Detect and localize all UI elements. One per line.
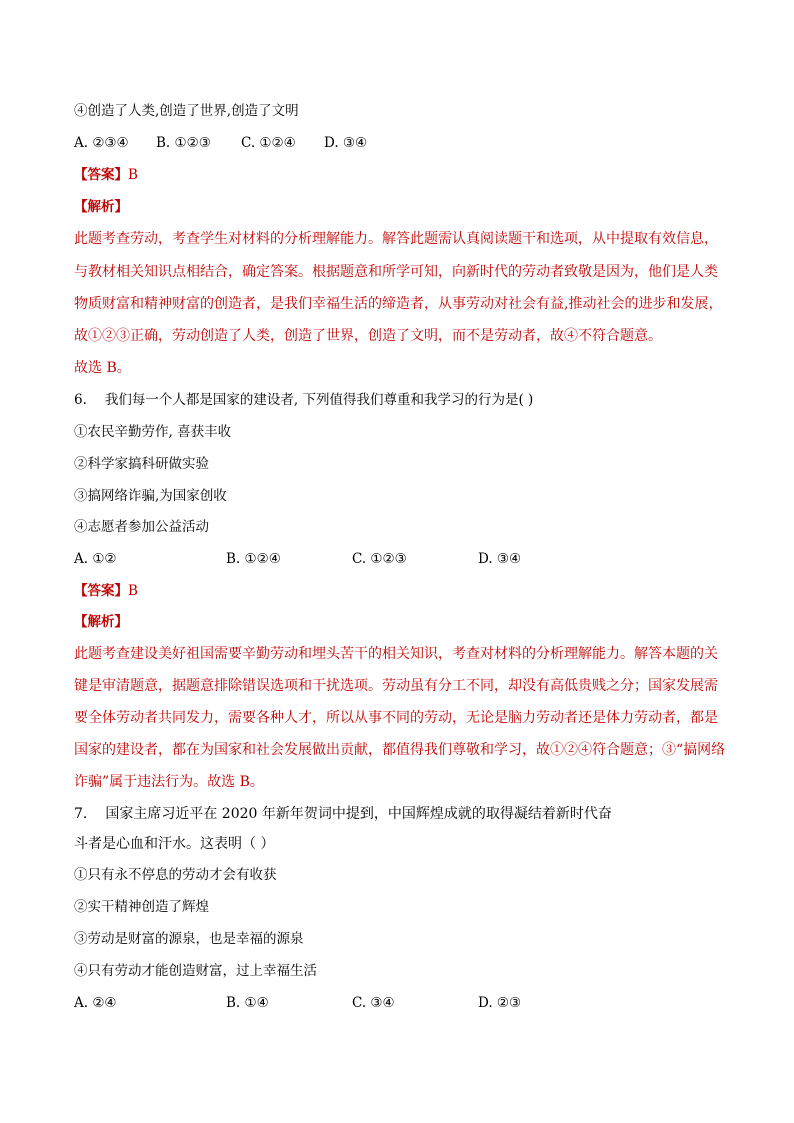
q7-number: 7. xyxy=(74,806,88,822)
q6-option-a: A. ①② xyxy=(74,551,117,567)
q6-statement-1: ①农民辛勤劳作, 喜获丰收 xyxy=(74,424,232,440)
q7-stem-2: 斗者是心血和汗水。这表明（ ） xyxy=(74,836,275,852)
q6-statement-3: ③搞网络诈骗,为国家创收 xyxy=(74,488,227,504)
q7-stem-1 xyxy=(74,805,612,823)
q7-option-d: D. ②③ xyxy=(478,995,522,1011)
q6-number: 6. xyxy=(74,392,87,408)
answer-value: B xyxy=(128,583,138,599)
answer-value: B xyxy=(128,167,138,183)
q5-option-d: D. ③④ xyxy=(324,135,368,151)
q6-statement-4: ④志愿者参加公益活动 xyxy=(74,519,209,535)
q6-answer-row xyxy=(74,582,138,600)
q7-option-b: B. ①④ xyxy=(226,995,269,1011)
q6-option-d: D. ③④ xyxy=(478,551,522,567)
q6-stem xyxy=(74,391,533,409)
q5-option-a: A. ②③④ xyxy=(74,135,129,151)
q5-option-c: C. ①②④ xyxy=(241,135,296,151)
q6-stem-text: 我们每一个人都是国家的建设者, 下列值得我们尊重和我学习的行为是( ) xyxy=(104,392,534,408)
q7-statement-1: ①只有永不停息的劳动才会有收获 xyxy=(74,867,277,883)
q5-analysis-line-1: 此题考查劳动，考查学生对材料的分析理解能力。解答此题需认真阅读题干和选项，从中提取有效信息， xyxy=(74,231,718,247)
q6-analysis-line-5: 诈骗”属于违法行为。故选 B。 xyxy=(74,774,264,790)
q5-analysis-tag: 【解析】 xyxy=(74,199,128,215)
answer-tag: 【答案】 xyxy=(74,167,128,183)
q6-analysis-tag: 【解析】 xyxy=(74,614,128,630)
q5-analysis-line-3: 物质财富和精神财富的创造者，是我们幸福生活的缔造者，从事劳动对社会有益,推动社会的进步和发展， xyxy=(74,296,723,312)
answer-tag: 【答案】 xyxy=(74,583,128,599)
q5-analysis-line-2: 与教材相关知识点相结合，确定答案。根据题意和所学可知，向新时代的劳动者致敬是因为，他们是人类 xyxy=(74,264,718,280)
q7-statement-3: ③劳动是财富的源泉，也是幸福的源泉 xyxy=(74,931,304,947)
q6-analysis-line-3: 要全体劳动者共同发力，需要各种人才，所以从事不同的劳动，无论是脑力劳动者还是体力劳动者，都是 xyxy=(74,710,718,726)
q6-option-c: C. ①②③ xyxy=(352,551,407,567)
q5-answer-row xyxy=(74,166,138,184)
q6-analysis-line-1: 此题考查建设美好祖国需要辛勤劳动和埋头苦干的相关知识，考查对材料的分析理解能力。解答本题的关 xyxy=(74,646,718,662)
q7-statement-2: ②实干精神创造了辉煌 xyxy=(74,899,209,915)
q6-statement-2: ②科学家搞科研做实验 xyxy=(74,456,209,472)
q7-stem-text-1: 国家主席习近平在 2020 年新年贺词中提到，中国辉煌成就的取得凝结着新时代奋 xyxy=(105,806,612,822)
q7-statement-4: ④只有劳动才能创造财富，过上幸福生活 xyxy=(74,963,317,979)
q5-analysis-line-4: 故①②③正确，劳动创造了人类，创造了世界，创造了文明，而不是劳动者，故④不符合题意。 xyxy=(74,328,662,344)
q5-option-b: B. ①②③ xyxy=(156,135,211,151)
q6-analysis-line-2: 键是审清题意，据题意排除错误选项和干扰选项。劳动虽有分工不同，却没有高低贵贱之分；国家发展需 xyxy=(74,678,718,694)
q5-statement-4: ④创造了人类,创造了世界,创造了文明 xyxy=(74,103,299,119)
q7-option-c: C. ③④ xyxy=(352,995,395,1011)
q5-conclusion: 故选 B。 xyxy=(74,360,131,376)
q6-option-b: B. ①②④ xyxy=(226,551,281,567)
q6-analysis-line-4: 国家的建设者，都在为国家和社会发展做出贡献，都值得我们尊敬和学习，故①②④符合题意；③“搞网络 xyxy=(74,742,726,758)
q7-option-a: A. ②④ xyxy=(74,995,117,1011)
